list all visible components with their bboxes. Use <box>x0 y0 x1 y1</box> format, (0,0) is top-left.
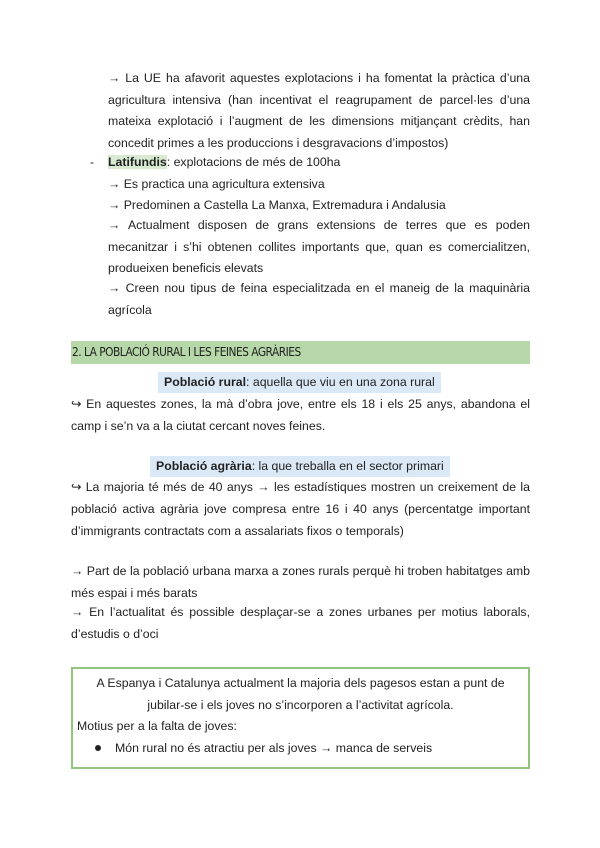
callout-line: jubilar-se i els joves no s’incorporen a l’activitat agrícola. <box>147 698 454 712</box>
latifundis-point: → Creen nou tipus de feina especialitzada en el maneig de la maquinària agrícola <box>108 281 530 317</box>
latifundis-definition <box>108 152 340 173</box>
poblacio-agraria-term: Població agrària <box>156 459 252 473</box>
poblacio-rural-definition-text: : aquella que viu en una zona rural <box>246 375 435 389</box>
latifundis-point: → Predominen a Castella La Manxa, Extremadura i Andalusia <box>108 198 446 212</box>
latifundis-point: → Actualment disposen de grans extensions de terres que es poden mecanitzar i s’hi obtenen collites importants que, quan es comercialitzen, produeixen beneficis elevats <box>108 218 530 275</box>
poblacio-rural-term: Població rural <box>164 375 247 389</box>
latifundis-point: → Es practica una agricultura extensiva <box>108 177 325 191</box>
poblacio-agraria-definition-text: : la que treballa en el sector primari <box>251 459 444 473</box>
latifundis-definition-text: : explotacions de més de 100ha <box>166 155 341 169</box>
poblacio-agraria-definition <box>150 456 450 477</box>
callout-bullet-text: Món rural no és atractiu per als joves → manca de serveis <box>115 741 433 755</box>
commuting-paragraph: → En l’actualitat és possible desplaçar-se a zones urbanes per motius laborals, d’estudis o d’oci <box>71 605 530 641</box>
callout-line: A Espanya i Catalunya actualment la majoria dels pagesos estan a punt de <box>96 676 505 690</box>
callout-bullet-item <box>95 737 432 759</box>
poblacio-rural-paragraph: ↪ En aquestes zones, la mà d’obra jove, entre els 18 i els 25 anys, abandona el camp i se’n va a la ciutat cercant noves feines. <box>71 397 530 433</box>
urban-to-rural-paragraph: → Part de la població urbana marxa a zones rurals perquè hi troben habitatges amb més espai i més barats <box>71 564 530 600</box>
section-title: 2. LA POBLACIÓ RURAL I LES FEINES AGRÀRIES <box>72 344 301 359</box>
poblacio-rural-definition <box>158 372 441 393</box>
callout-box <box>71 667 530 769</box>
latifundis-bullet: - <box>90 155 95 169</box>
bullet-dot-icon <box>95 745 101 751</box>
intensive-agriculture-paragraph: → La UE ha afavorit aquestes explotacions i ha fomentat la pràctica d’una agricultura intensiva (han incentivat el reagrupament de parcel·les d’una mateixa explotació i l’augment de les dimensions mitjançant crèdits, han concedit primes a les produccions i desgravacions d’impostos) <box>108 71 530 150</box>
latifundis-term: Latifundis <box>108 155 167 169</box>
poblacio-agraria-paragraph: ↪ La majoria té més de 40 anys → les estadístiques mostren un creixement de la població activa agrària jove compresa entre 16 i 40 anys (percentatge important d’immigrants contractats com a assalariats fixos o temporals) <box>71 480 530 538</box>
callout-motius-label: Motius per a la falta de joves: <box>77 719 237 733</box>
